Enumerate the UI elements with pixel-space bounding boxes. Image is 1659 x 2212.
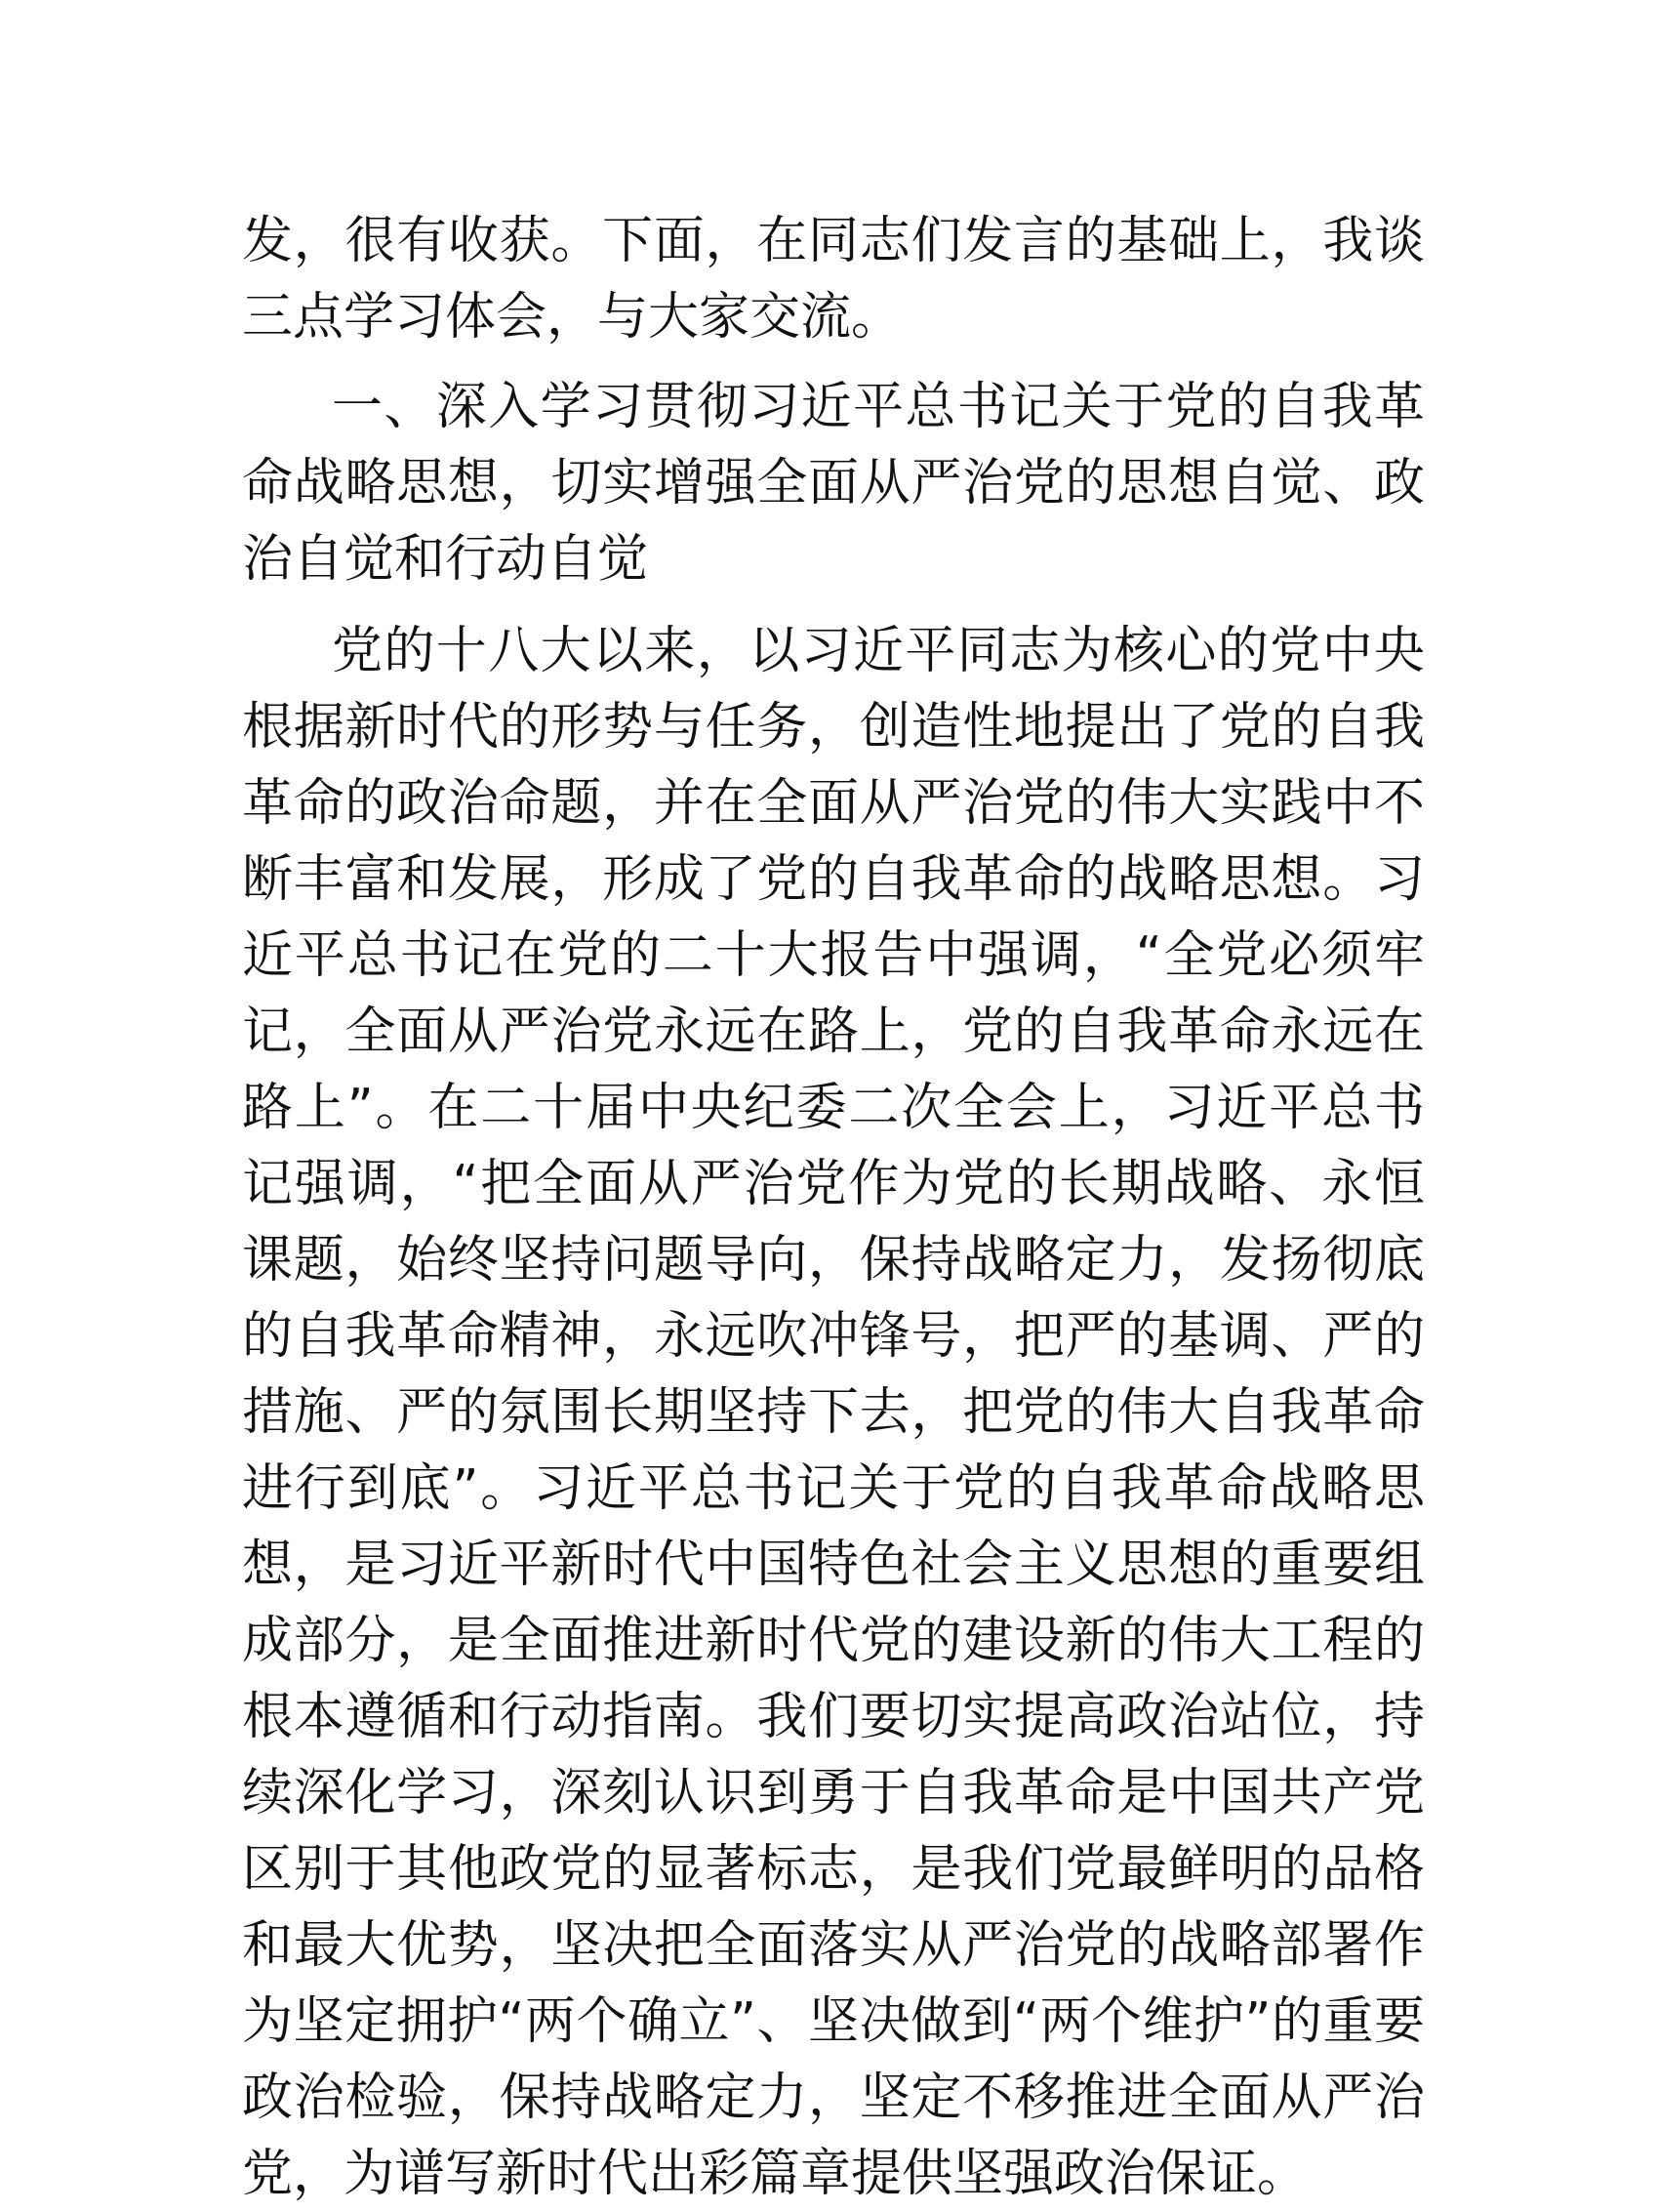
section-heading-one: 一、深入学习贯彻习近平总书记关于党的自我革命战略思想，切实增强全面从严治党的思想自觉、政治自觉和行动自觉 <box>242 378 1425 589</box>
document-body <box>242 203 1425 2212</box>
continuation-paragraph: 发，很有收获。下面，在同志们发言的基础上，我谈三点学习体会，与大家交流。 <box>242 212 1425 347</box>
body-paragraph-one: 党的十八大以来，以习近平同志为核心的党中央根据新时代的形势与任务，创造性地提出了党的自我革命的政治命题，并在全面从严治党的伟大实践中不断丰富和发展，形成了党的自我革命的战略思想。习近平总书记在党的二十大报告中强调，“全党必须牢记，全面从严治党永远在路上，党的自我革命永远在路上”。在二十届中央纪委二次全会上，习近平总书记强调，“把全面从严治党作为党的长期战略、永恒课题，始终坚持问题导向，保持战略定力，发扬彻底的自我革命精神，永远吹冲锋号，把严的基调、严的措施、严的氛围长期坚持下去，把党的伟大自我革命进行到底”。习近平总书记关于党的自我革命战略思想，是习近平新时代中国特色社会主义思想的重要组成部分，是全面推进新时代党的建设新的伟大工程的根本遵循和行动指南。我们要切实提高政治站位，持续深化学习，深刻认识到勇于自我革命是中国共产党区别于其他政党的显著标志，是我们党最鲜明的品格和最大优势，坚决把全面落实从严治党的战略部署作为坚定拥护“两个确立”、坚决做到“两个维护”的重要政治检验，保持战略定力，坚定不移推进全面从严治党，为谱写新时代出彩篇章提供坚强政治保证。 <box>242 622 1425 2203</box>
